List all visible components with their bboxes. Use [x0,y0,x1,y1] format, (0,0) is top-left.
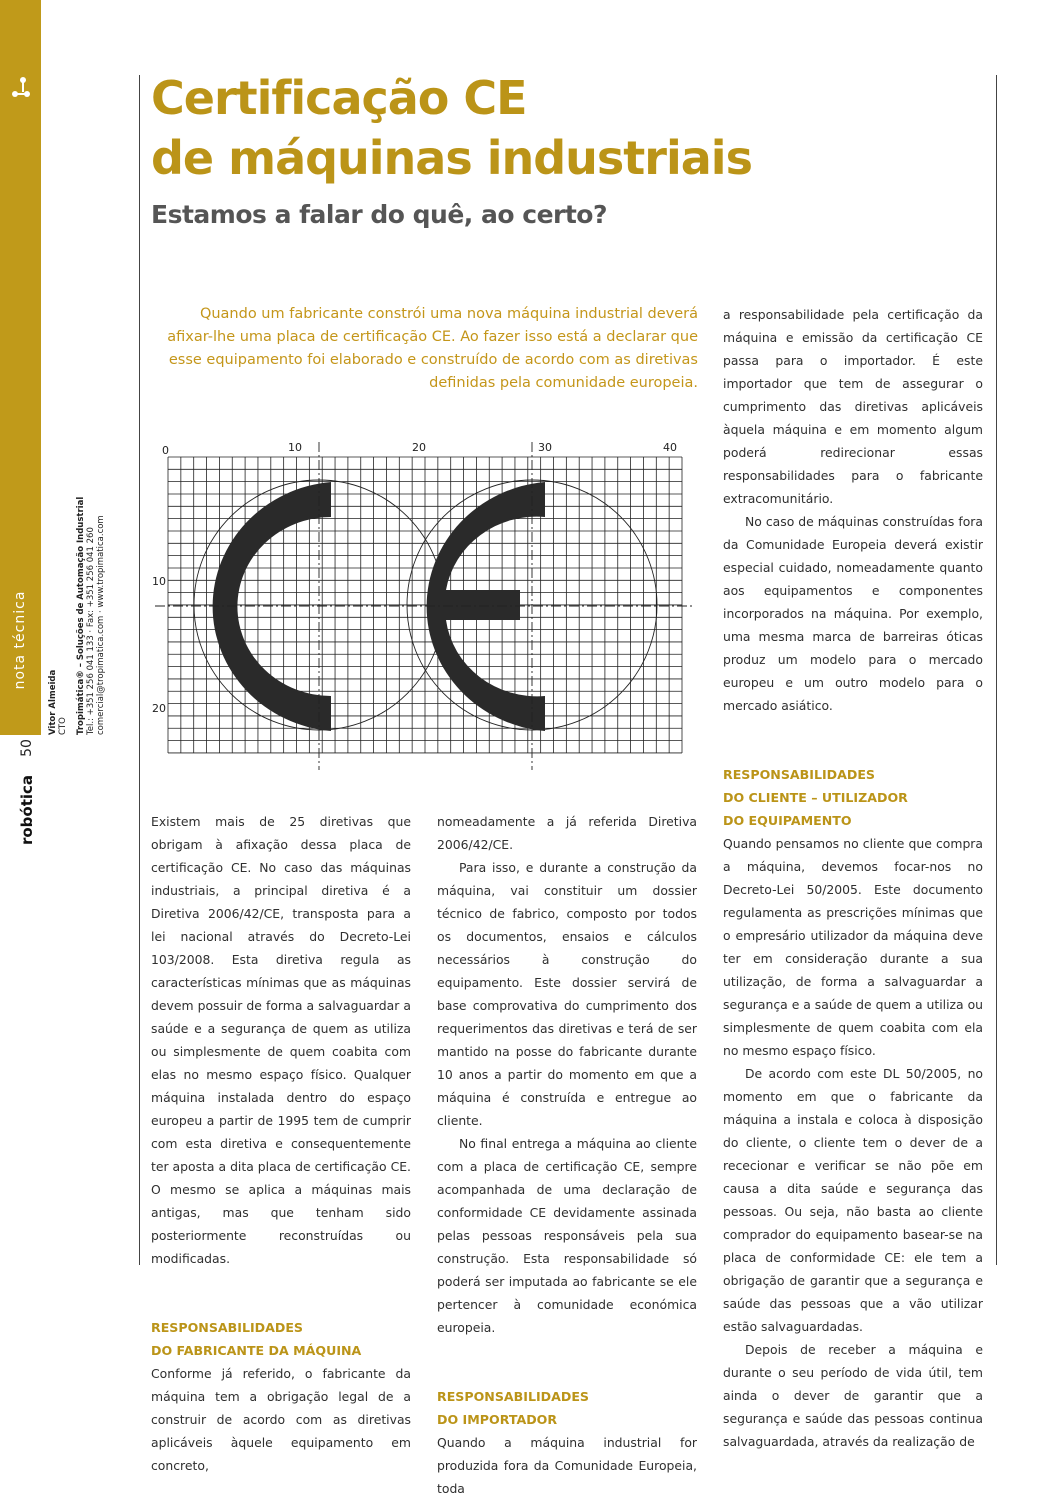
author-credits [48,435,106,735]
col3-heading [723,763,983,832]
col3-paragraph-3: Quando pensamos no cliente que compra a máquina, devemos focar-nos no Decreto-Lei 50/2005. Este documento regulamenta as prescrições mínimas que o empresário utilizador da máquina deve ter em consideração durante a sua utilização, de forma a salvaguardar a segurança e a saúde de quem a utiliza ou simplesmente de quem coabita com ela no mesmo espaço físico. [723,836,983,1058]
left-tick-20: 20 [152,702,166,715]
col3-paragraph-2: No caso de máquinas construídas fora da Comunidade Europeia deverá existir especial cuidado, nomeadamente quanto aos equipamentos e componentes incorporados na máquina. Por exemplo, uma mesma marca de barreiras óticas produz um modelo para o mercado europeu e um outro modelo para o mercado asiático. [723,514,983,713]
text-column-1 [151,810,411,1477]
title-line-2: de máquinas industriais [151,131,752,185]
col2-heading-line-2: DO IMPORTADOR [437,1412,558,1427]
col3-paragraph-1: a responsabilidade pela certificação da máquina e emissão da certificação CE passa para o importador. É este importador que tem de assegurar o cumprimento das diretivas aplicáveis àquela máquina e em momento algum poderá redirecionar essas responsabilidades para o fabricante extracomunitário. [723,307,983,506]
col2-paragraph-1: nomeadamente a já referida Diretiva 2006/42/CE. [437,814,697,852]
col2-paragraph-3: No final entrega a máquina ao cliente com a placa de certificação CE, sempre acompanhada de uma declaração de conformidade CE devidamente assinada pelas pessoas responsáveis pela sua construção. Esta responsabilidade só poderá ser imputada ao fabricante se ele pertencer à comunidade económica europeia. [437,1136,697,1335]
top-tick-20: 20 [412,441,426,454]
col3-heading-line-3: DO EQUIPAMENTO [723,813,852,828]
right-rule [996,75,997,1265]
col2-paragraph-4: Quando a máquina industrial for produzida fora da Comunidade Europeia, toda [437,1435,697,1496]
section-label: nota técnica [12,590,28,690]
article-subtitle: Estamos a falar do quê, ao certo? [151,200,607,229]
author-phone: Tel.: +351 256 041 133 · Fax: +351 256 041 260 [86,527,96,735]
author-role: CTO [58,717,68,735]
col2-heading-line-1: RESPONSABILIDADES [437,1389,589,1404]
col3-heading-line-2: DO CLIENTE – UTILIZADOR [723,790,908,805]
col3-paragraph-5: Depois de receber a máquina e durante o seu período de vida útil, tem ainda o dever de garantir que a segurança e saúde das pessoas continua salvaguardada, através da realização de [723,1342,983,1449]
author-contact: comercial@tropimatica.com · www.tropimatica.com [96,515,106,735]
top-tick-30: 30 [538,441,552,454]
grid-lines [168,457,682,753]
ce-marking-figure [150,440,700,775]
col1-heading-line-2: DO FABRICANTE DA MÁQUINA [151,1343,362,1358]
author-company: Tropimática® – Soluções de Automação Industrial [76,496,86,735]
col3-paragraph-4: De acordo com este DL 50/2005, no momento em que o fabricante da máquina a instala e coloca à disposição do cliente, o cliente tem o dever de a rececionar e verificar se não põe em causa a dita saúde e segurança das pessoas. Ou seja, não basta ao cliente comprador do equipamento basear-se na placa de conformidade CE: ele tem a obrigação de garantir que a segurança e saúde das pessoas que a vão utilizar estão salvaguardadas. [723,1066,983,1334]
page-number: 50 [19,739,35,757]
col1-heading [151,1316,411,1362]
col1-heading-line-1: RESPONSABILIDADES [151,1320,303,1335]
col1-paragraph-1: Existem mais de 25 diretivas que obrigam à afixação dessa placa de certificação CE. No caso das máquinas industriais, a principal diretiva é a Diretiva 2006/42/CE, transposta para a lei nacional através do Decreto-Lei 103/2008. Esta diretiva regula as características mínimas que as máquinas devem possuir de forma a salvaguardar a saúde e a segurança de quem as utiliza ou simplesmente de quem coabita com elas no mesmo espaço físico. Qualquer máquina instalada dentro do espaço europeu a partir de 1995 tem de cumprir com esta diretiva e consequentemente ter aposta a dita placa de certificação CE. O mesmo se aplica a máquinas mais antigas, mas que tenham sido posteriormente reconstruídas ou modificadas. [151,814,411,1266]
article-title [151,68,752,188]
magazine-name: robótica [18,774,36,846]
left-tick-10: 10 [152,575,166,588]
text-column-2 [437,810,697,1500]
top-tick-0: 0 [162,444,169,457]
top-tick-40: 40 [663,441,677,454]
title-line-1: Certificação CE [151,71,527,125]
text-column-3 [723,303,983,1453]
col1-paragraph-2: Conforme já referido, o fabricante da máquina tem a obrigação legal de a construir de acordo com as diretivas aplicáveis àquele equipamento em concreto, [151,1366,411,1473]
top-tick-10: 10 [288,441,302,454]
robot-arm-icon [9,72,33,100]
left-rule [139,75,140,1265]
col2-paragraph-2: Para isso, e durante a construção da máquina, vai constituir um dossier técnico de fabrico, composto por todos os documentos, ensaios e cálculos necessários à construção do equipamento. Este dossier servirá de base comprovativa do cumprimento dos requerimentos das diretivas e terá de ser mantido na posse do fabricante durante 10 anos a partir do momento em que a máquina é construída e entregue ao cliente. [437,860,697,1128]
col3-heading-line-1: RESPONSABILIDADES [723,767,875,782]
col2-heading [437,1385,697,1431]
lead-paragraph: Quando um fabricante constrói uma nova máquina industrial deverá afixar-lhe uma placa de certificação CE. Ao fazer isso está a declarar que esse equipamento foi elaborado e construído de acordo com as diretivas definidas pela comunidade europeia. [167,306,698,391]
author-name: Vitor Almeida [48,669,58,735]
